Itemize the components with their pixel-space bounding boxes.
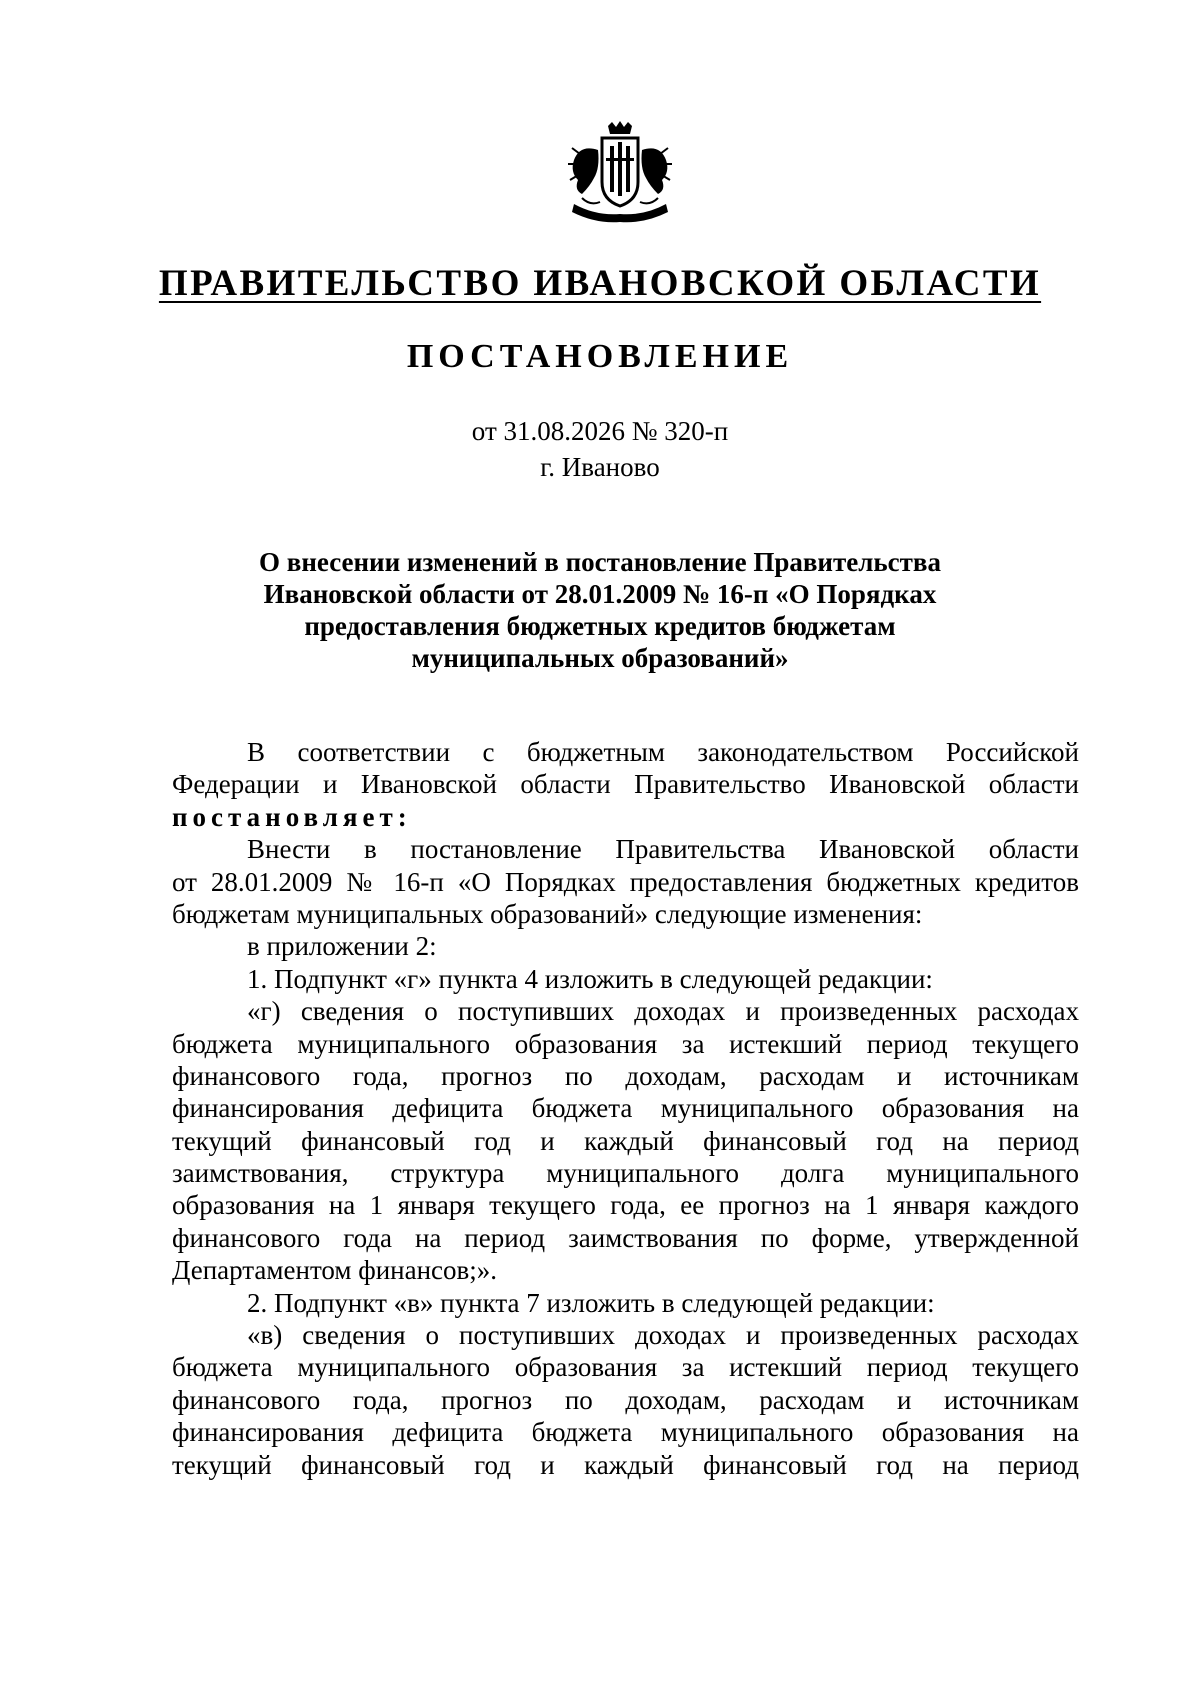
body-line: бюджетам муниципальных образований» следующие изменения: xyxy=(172,898,923,929)
body-line: текущий финансовый год и каждый финансовый год на период xyxy=(172,1449,1079,1480)
document-date-number: от 31.08.2026 № 320-п xyxy=(471,416,729,446)
amendment-item-2: 2. Подпункт «в» пункта 7 изложить в следующей редакции: xyxy=(247,1287,935,1318)
subject-line: Ивановской области от 28.01.2009 № 16-п «О Порядках xyxy=(263,579,937,609)
subject-line: муниципальных образований» xyxy=(411,643,789,673)
document-city: г. Иваново xyxy=(540,452,660,482)
body-line: финансового года, прогноз по доходам, расходам и источникам xyxy=(172,1060,1079,1091)
subject-line: О внесении изменений в постановление Правительства xyxy=(259,547,941,577)
body-line: образования на 1 января текущего года, ее прогноз на 1 января каждого xyxy=(172,1190,1079,1221)
body-line: «г) сведения о поступивших доходах и произведенных расходах xyxy=(247,996,1079,1027)
body-line: Внести в постановление Правительства Ивановской области xyxy=(247,834,1079,865)
document-subject xyxy=(200,546,1000,674)
subject-line: предоставления бюджетных кредитов бюджетам xyxy=(304,611,896,641)
body-line: бюджета муниципального образования за истекший период текущего xyxy=(172,1352,1079,1383)
body-line: Департаментом финансов;». xyxy=(172,1255,498,1286)
document-body xyxy=(172,736,1079,1481)
body-line: в приложении 2: xyxy=(247,931,437,962)
body-line: финансового года на период заимствования по форме, утвержденной xyxy=(172,1222,1079,1253)
body-line: финансирования дефицита бюджета муниципального образования на xyxy=(172,1093,1079,1124)
coat-of-arms-icon xyxy=(560,120,680,230)
body-line: В соответствии с бюджетным законодательством Российской xyxy=(247,737,1079,767)
body-line: от 28.01.2009 № 16-п «О Порядках предоставления бюджетных кредитов xyxy=(172,866,1079,897)
body-line: бюджета муниципального образования за истекший период текущего xyxy=(172,1028,1079,1059)
body-line: текущий финансовый год и каждый финансовый год на период xyxy=(172,1125,1079,1156)
organization-title: ПРАВИТЕЛЬСТВО ИВАНОВСКОЙ ОБЛАСТИ xyxy=(158,263,1042,304)
body-line: «в) сведения о поступивших доходах и произведенных расходах xyxy=(247,1320,1079,1351)
document-type-heading: ПОСТАНОВЛЕНИЕ xyxy=(406,338,794,375)
amendment-item-1: 1. Подпункт «г» пункта 4 изложить в следующей редакции: xyxy=(247,963,933,994)
body-line: заимствования, структура муниципального долга муниципального xyxy=(172,1158,1079,1189)
body-line: финансового года, прогноз по доходам, расходам и источникам xyxy=(172,1384,1079,1415)
resolution-keyword: постановляет: xyxy=(172,801,412,832)
body-line: финансирования дефицита бюджета муниципального образования на xyxy=(172,1417,1079,1448)
body-line: Федерации и Ивановской области Правительство Ивановской области xyxy=(172,769,1079,800)
